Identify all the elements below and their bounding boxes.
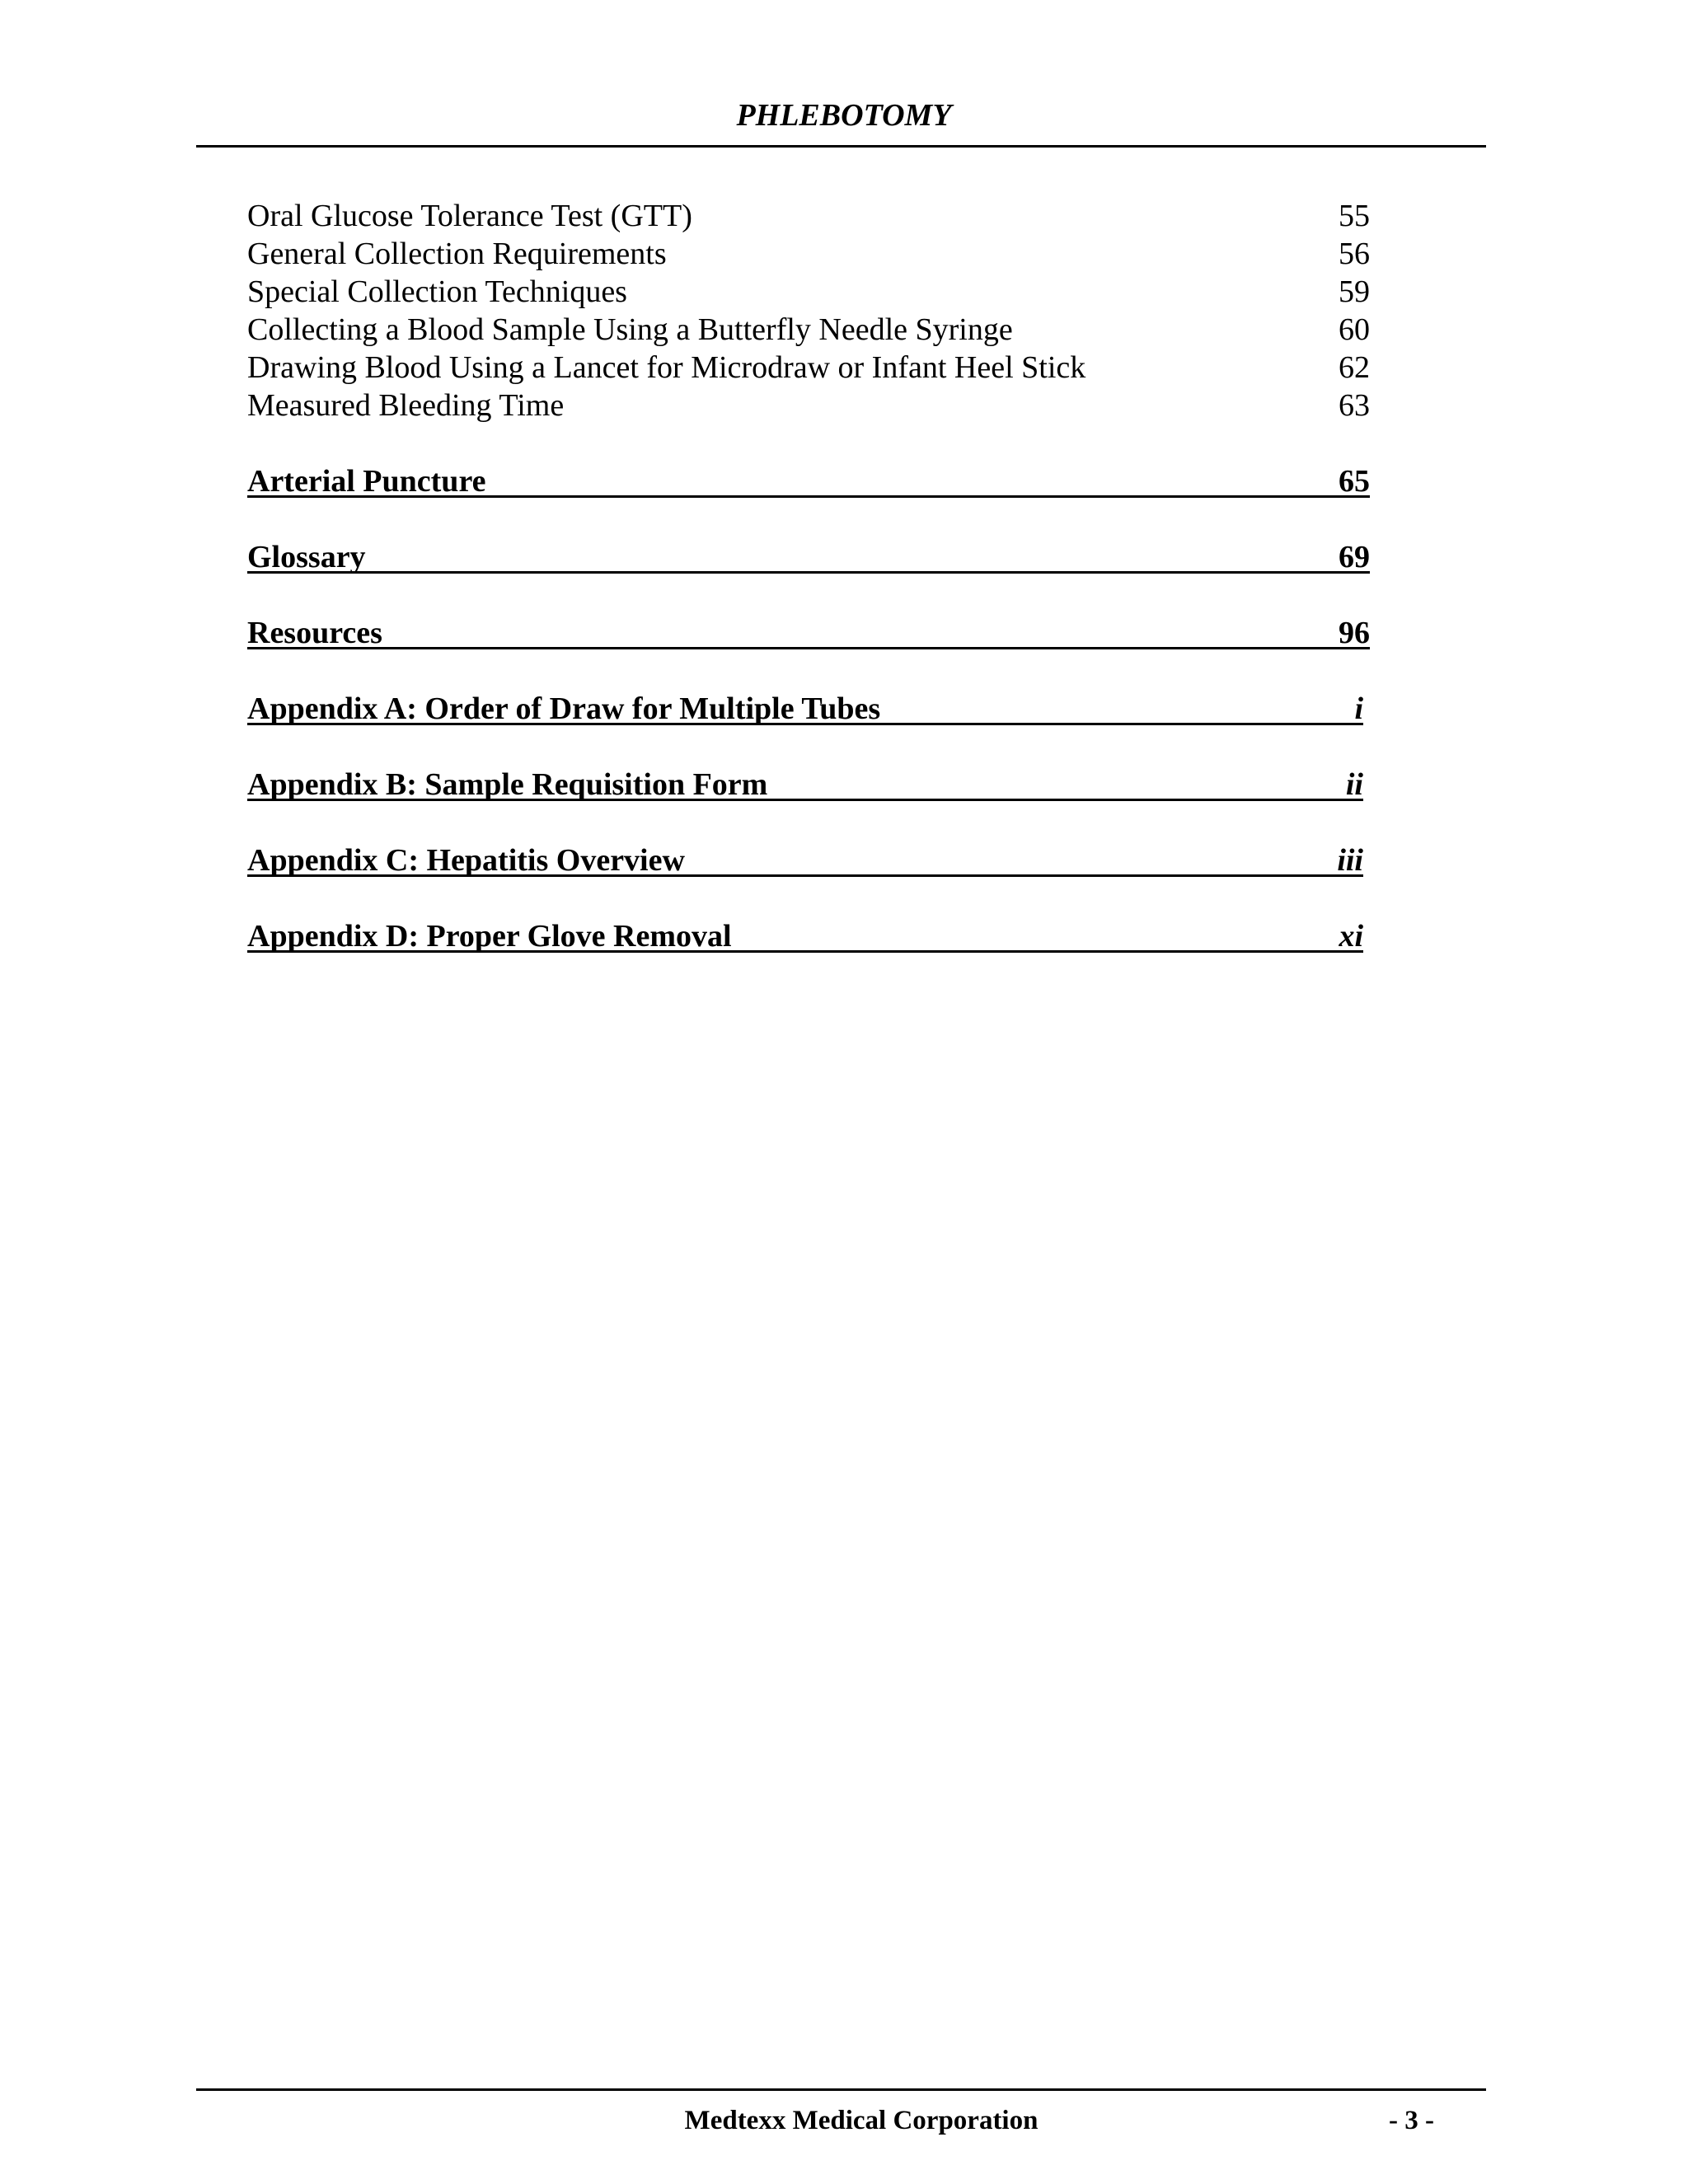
toc-section-entry[interactable] (247, 463, 1370, 503)
page-header-title: PHLEBOTOMY (736, 98, 952, 133)
toc-section-page: 65 (1339, 464, 1370, 499)
toc-appendix-entry[interactable] (247, 691, 1370, 730)
toc-entry-title: General Collection Requirements (247, 237, 667, 271)
toc-appendix-page: iii (1337, 843, 1363, 878)
toc-section-page: 96 (1339, 616, 1370, 650)
toc-appendix-entry[interactable] (247, 766, 1370, 806)
toc-entry[interactable] (247, 312, 1370, 348)
toc-entry-page: 56 (1339, 237, 1370, 271)
toc-section-title: Glossary (247, 540, 366, 574)
toc-appendix-entry[interactable] (247, 918, 1370, 958)
toc-appendix-page: i (1354, 691, 1363, 726)
toc-section-entry[interactable] (247, 539, 1370, 579)
toc-appendix-page: ii (1345, 767, 1363, 802)
toc-section-page: 69 (1339, 540, 1370, 574)
toc-leader-line (247, 571, 1370, 574)
toc-entry[interactable] (247, 387, 1370, 424)
toc-entry-title: Oral Glucose Tolerance Test (GTT) (247, 199, 692, 233)
toc-entry-page: 59 (1339, 274, 1370, 309)
table-of-contents (247, 0, 1370, 989)
toc-entry-title: Drawing Blood Using a Lancet for Microdraw or Infant Heel Stick (247, 350, 1086, 385)
toc-entry-title: Measured Bleeding Time (247, 388, 565, 423)
footer-rule (196, 2088, 1486, 2091)
toc-entry-title: Collecting a Blood Sample Using a Butterfly Needle Syringe (247, 312, 1013, 347)
toc-appendix-title: Appendix B: Sample Requisition Form (247, 767, 768, 802)
toc-entry-title: Special Collection Techniques (247, 274, 627, 309)
toc-entry[interactable] (247, 236, 1370, 272)
footer-page-number: - 3 - (1389, 2106, 1434, 2135)
toc-entry[interactable] (247, 198, 1370, 234)
toc-appendix-title: Appendix C: Hepatitis Overview (247, 843, 685, 878)
toc-entry-page: 60 (1339, 312, 1370, 347)
toc-entry-page: 63 (1339, 388, 1370, 423)
footer-company-name: Medtexx Medical Corporation (684, 2106, 1039, 2135)
toc-entry-page: 62 (1339, 350, 1370, 385)
toc-entry[interactable] (247, 274, 1370, 310)
toc-appendix-title: Appendix D: Proper Glove Removal (247, 919, 732, 954)
toc-entry[interactable] (247, 349, 1370, 386)
toc-section-title: Arterial Puncture (247, 464, 486, 499)
toc-section-title: Resources (247, 616, 382, 650)
toc-leader-line (247, 647, 1370, 649)
toc-entry-page: 55 (1339, 199, 1370, 233)
toc-appendix-title: Appendix A: Order of Draw for Multiple Tubes (247, 691, 881, 726)
toc-appendix-page: xi (1339, 919, 1363, 954)
toc-appendix-entry[interactable] (247, 842, 1370, 882)
toc-section-entry[interactable] (247, 615, 1370, 654)
